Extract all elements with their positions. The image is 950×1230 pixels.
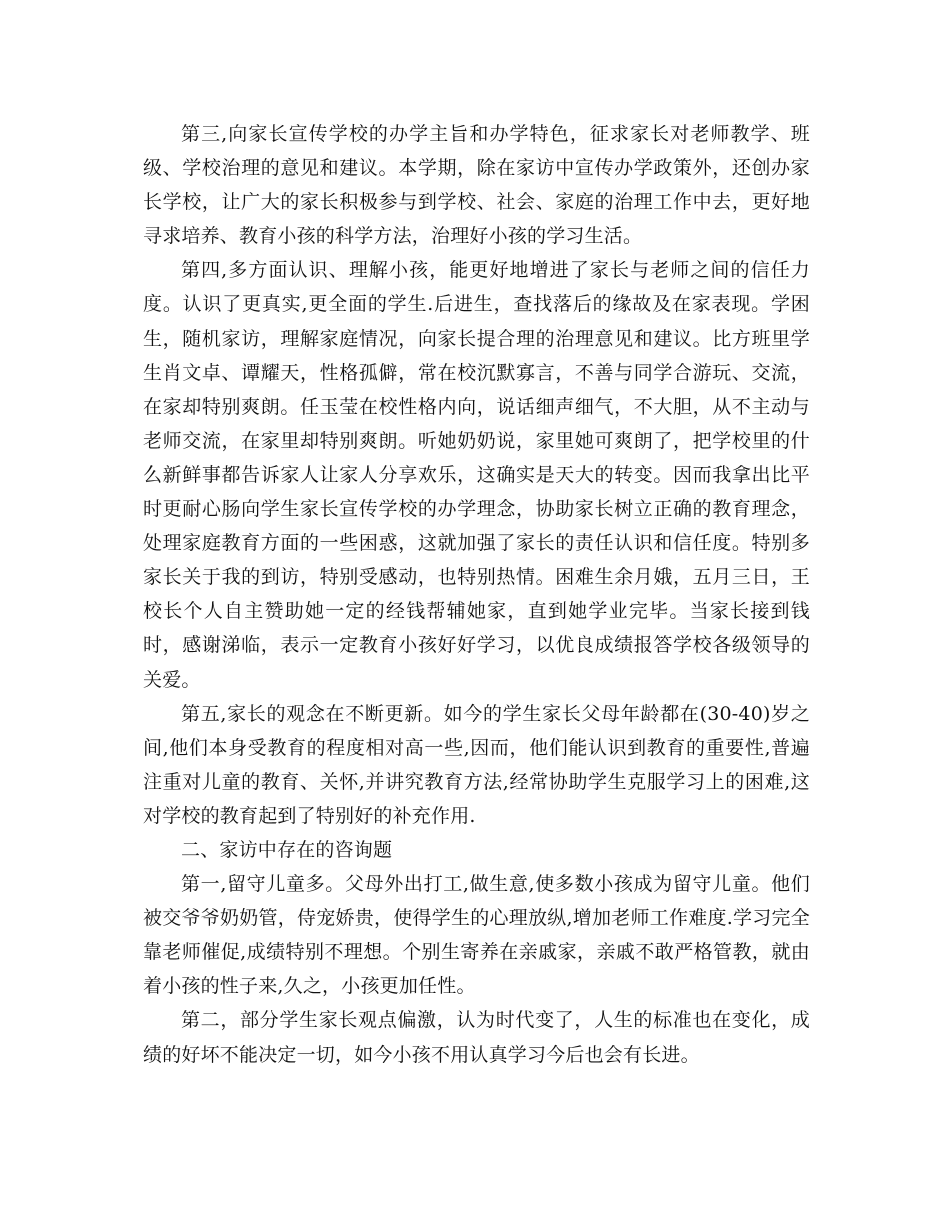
paragraph-problem-two: 第二，部分学生家长观点偏激，认为时代变了，人生的标准也在变化，成绩的好坏不能决定一切，如今小孩不用认真学习今后也会有长进。 <box>143 1009 810 1066</box>
document-body <box>143 117 810 1072</box>
section-heading-problems: 二、家访中存在的咨询题 <box>181 838 393 861</box>
paragraph-third-point: 第三,向家长宣传学校的办学主旨和办学特色，征求家长对老师教学、班级、学校治理的意见和建议。本学期，除在家访中宣传办学政策外，还创办家长学校，让广大的家长积极参与到学校、社会、家庭的治理工作中去，更好地寻求培养、教育小孩的科学方法，治理好小孩的学习生活。 <box>143 123 810 248</box>
paragraph-fifth-point: 第五,家长的观念在不断更新。如今的学生家长父母年龄都在(30-40)岁之间,他们本身受教育的程度相对高一些,因而，他们能认识到教育的重要性,普遍注重对儿童的教育、关怀,并讲究教育方法,经常协助学生克服学习上的困难,这对学校的教育起到了特别好的补充作用. <box>143 702 810 827</box>
paragraph-problem-one: 第一,留守儿童多。父母外出打工,做生意,使多数小孩成为留守儿童。他们被交爷爷奶奶管，侍宠娇贵，使得学生的心理放纵,增加老师工作难度.学习完全靠老师催促,成绩特别不理想。个别生寄养在亲戚家，亲戚不敢严格管教，就由着小孩的性子来,久之，小孩更加任性。 <box>143 873 810 998</box>
paragraph-fourth-point: 第四,多方面认识、理解小孩，能更好地增进了家长与老师之间的信任力度。认识了更真实,更全面的学生.后进生，查找落后的缘故及在家表现。学困生，随机家访，理解家庭情况，向家长提合理的治理意见和建议。比方班里学生肖文卓、谭耀天，性格孤僻，常在校沉默寡言，不善与同学合游玩、交流，在家却特别爽朗。任玉莹在校性格内向，说话细声细气，不大胆，从不主动与老师交流，在家里却特别爽朗。听她奶奶说，家里她可爽朗了，把学校里的什么新鲜事都告诉家人让家人分享欢乐，这确实是天大的转变。因而我拿出比平时更耐心肠向学生家长宣传学校的办学理念，协助家长树立正确的教育理念，处理家庭教育方面的一些困惑，这就加强了家长的责任认识和信任度。特别多家长关于我的到访，特别受感动，也特别热情。困难生余月娥，五月三日，王校长个人自主赞助她一定的经钱帮辅她家，直到她学业完毕。当家长接到钱时，感谢涕临，表示一定教育小孩好好学习，以优良成绩报答学校各级领导的关爱。 <box>143 259 810 691</box>
